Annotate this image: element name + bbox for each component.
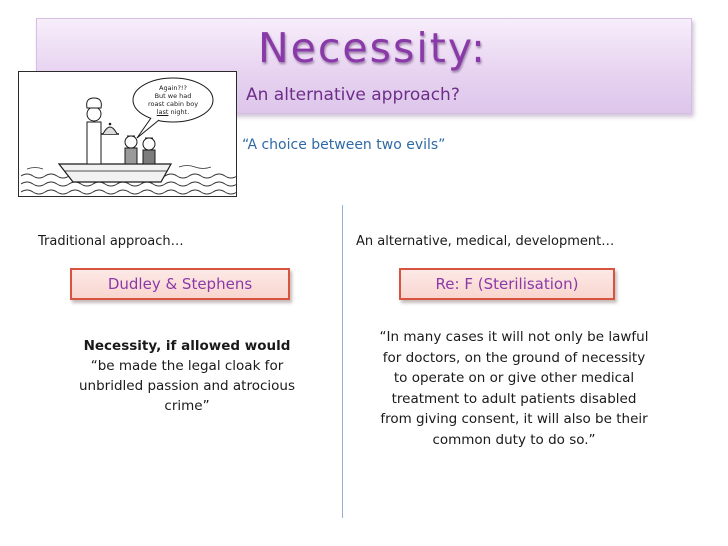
slide-subtitle: An alternative approach? (246, 85, 460, 105)
speech-bubble-tail (137, 118, 159, 138)
case-label: Re: F (Sterilisation) (435, 275, 579, 293)
right-quote: “In many cases it will not only be lawful for doctors, on the ground of necessity to operate on or give other medical treatment to adult patients disabled from giving consent, it will also be their common duty to do so.” (379, 329, 649, 448)
case-dudley-stephens (70, 268, 290, 300)
bubble-line: last night. (156, 108, 190, 116)
left-quote (72, 336, 302, 416)
left-quote-text: “be made the legal cloak for unbridled passion and atrocious crime” (78, 358, 296, 414)
bubble-line: Again?!? (159, 84, 187, 92)
bubble-underlined-word: last (156, 108, 169, 116)
cartoon-illustration (18, 71, 237, 197)
slide-title: Necessity: (258, 24, 487, 72)
left-quote-first-line: Necessity, if allowed would (83, 338, 291, 354)
rowboat (59, 164, 171, 182)
column-divider (342, 205, 343, 518)
bubble-line: But we had (154, 92, 192, 100)
speech-bubble-text (140, 84, 206, 116)
left-column-heading: Traditional approach… (38, 234, 184, 249)
case-label: Dudley & Stephens (107, 275, 253, 293)
case-re-f-sterilisation (399, 268, 615, 300)
chef-figure (87, 122, 101, 164)
right-column-heading: An alternative, medical, development… (356, 234, 615, 249)
slide-quote: “A choice between two evils” (242, 137, 446, 153)
sailor-figure (143, 150, 155, 164)
sailor-figure (125, 148, 137, 164)
bubble-line: roast cabin boy (147, 100, 199, 108)
